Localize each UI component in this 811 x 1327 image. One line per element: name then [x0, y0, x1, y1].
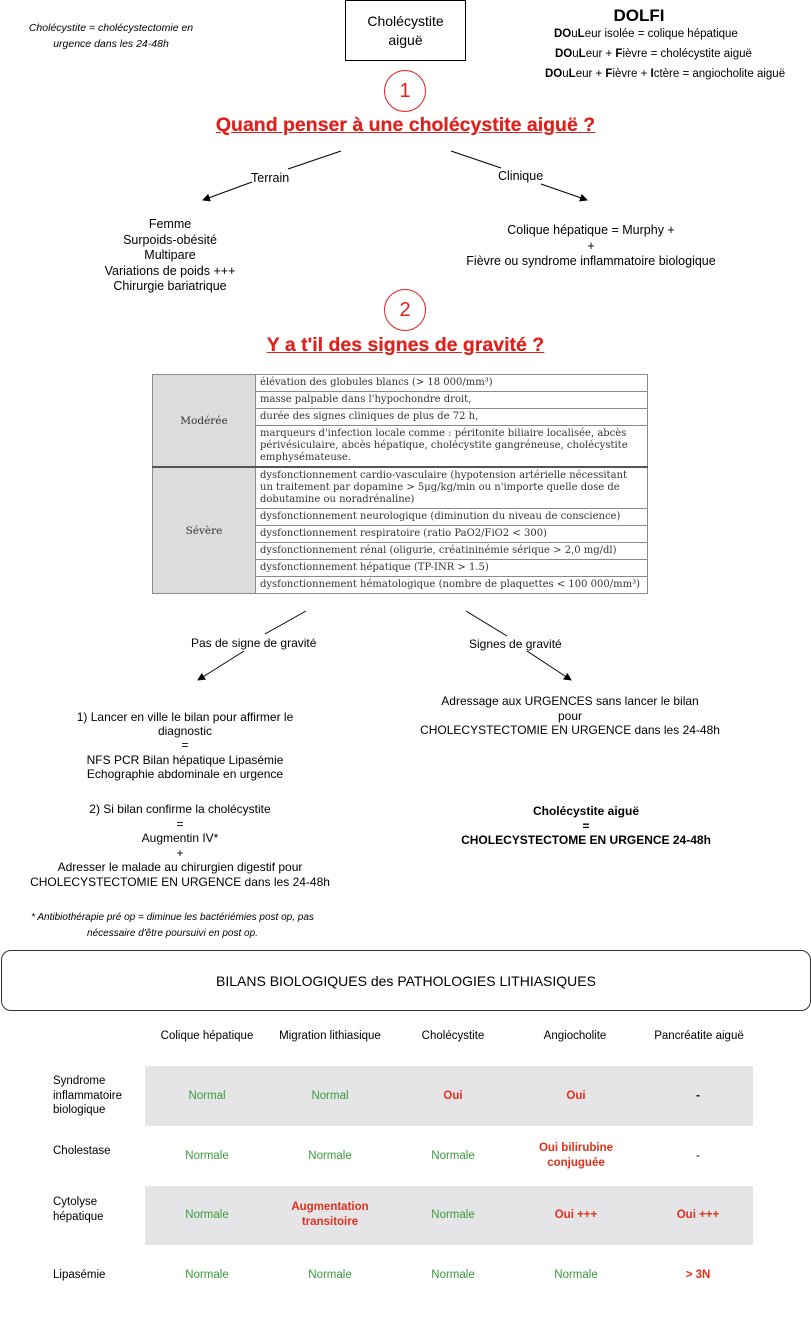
text-line: =: [181, 738, 189, 753]
no-gravity-step-2: [20, 802, 340, 889]
row-label-cholestase: Cholestase: [53, 1145, 111, 1157]
top-note: Cholécystite = cholécystectomie en urgence dans les 24-48h: [28, 22, 194, 50]
dolfi-segment: L: [568, 68, 576, 80]
arrow-nograv-upper: [265, 611, 306, 634]
dolfi-segment: eur isolée = colique hépatique: [584, 28, 738, 40]
bilan-cell: Normale: [308, 1149, 352, 1162]
dolfi-segment: u: [562, 68, 569, 80]
gravity-criterion: marqueurs d'infection locale comme : péritonite biliaire localisée, abcès périvésiculaire, abcès hépatique, cholécystite gangréneuse, cholécystite emphysémateuse.: [256, 426, 648, 468]
arrow-terrain-lower: [203, 182, 252, 200]
bilan-cell: Normale: [185, 1268, 229, 1281]
dolfi-segment: u: [572, 48, 579, 60]
gravity-criterion: élévation des globules blancs (> 18 000/mm³): [256, 375, 648, 392]
text-line: CHOLECYSTECTOMIE EN URGENCE dans les 24-48h: [420, 723, 720, 737]
text-line: Augmentin IV*: [141, 831, 219, 845]
arrow-clinique-upper: [451, 151, 501, 168]
terrain-item: Femme: [148, 217, 192, 231]
no-gravity-step-1: [40, 710, 330, 781]
terrain-item: Multipare: [144, 248, 196, 263]
dolfi-segment: L: [577, 28, 585, 40]
clinique-item: Colique hépatique = Murphy +: [507, 223, 675, 237]
step-2-circle: [384, 289, 426, 331]
clinique-label: Clinique: [498, 169, 544, 183]
clinique-list: [441, 223, 741, 270]
terrain-list: [80, 217, 260, 295]
dolfi-segment: F: [615, 48, 623, 60]
text-line: pour: [557, 708, 583, 723]
bilan-cell: Normal: [188, 1089, 226, 1102]
category-severe: Sévère: [153, 467, 256, 594]
section-2-heading: Y a t'il des signes de gravité ?: [266, 334, 545, 356]
dolfi-segment: ièvre = cholécystite aiguë: [622, 48, 752, 60]
dolfi-segment: DO: [555, 48, 573, 60]
bilan-cell: Oui bilirubine conjuguée: [538, 1142, 614, 1169]
dolfi-title: DOLFI: [613, 6, 665, 25]
bilan-cell: Normal: [311, 1089, 349, 1102]
gravity-criterion: dysfonctionnement hématologique (nombre de plaquettes < 100 000/mm³): [256, 577, 648, 594]
text-line: =: [176, 816, 184, 831]
no-gravity-label: Pas de signe de gravité: [191, 636, 317, 650]
clinique-item: +: [587, 238, 595, 253]
gravity-criterion: dysfonctionnement neurologique (diminution du niveau de conscience): [256, 509, 648, 526]
text-line: Adressage aux URGENCES sans lancer le bilan: [441, 694, 699, 708]
gravity-criterion: dysfonctionnement hépatique (TP-INR > 1.5): [256, 560, 648, 577]
text-line: Echographie abdominale en urgence: [86, 766, 284, 781]
bilan-cell: -: [696, 1089, 700, 1102]
step-1-number: 1: [399, 79, 411, 102]
column-header-migration: Migration lithiasique: [279, 1030, 381, 1042]
row-label-lipasemie: Lipasémie: [53, 1269, 106, 1281]
arrow-grav-upper: [466, 611, 507, 636]
gravity-table: [152, 374, 648, 594]
text-line: NFS PCR Bilan hépatique Lipasémie: [86, 752, 284, 767]
gravity-criterion: masse palpable dans l'hypochondre droit,: [256, 392, 648, 409]
text-line: =: [582, 818, 590, 833]
arrow-grav-lower: [527, 651, 571, 680]
terrain-item: Surpoids-obésité: [123, 232, 217, 247]
text-line: 2) Si bilan confirme la cholécystite: [89, 802, 271, 816]
row-label-syndrome: Syndrome inflammatoire biologique: [53, 1075, 123, 1116]
bilan-cell: Oui +++: [676, 1208, 720, 1221]
category-moderee: Modérée: [153, 375, 256, 468]
terrain-item: Chirurgie bariatrique: [113, 279, 227, 294]
dolfi-segment: u: [571, 28, 578, 40]
clinique-item: Fièvre ou syndrome inflammatoire biologique: [466, 254, 716, 268]
column-header-cholecystite: Cholécystite: [421, 1030, 485, 1042]
dolfi-segment: ièvre +: [612, 68, 651, 80]
dolfi-segment: F: [605, 68, 613, 80]
gravity-criterion: dysfonctionnement rénal (oligurie, créatininémie sérique > 2,0 mg/dl): [256, 543, 648, 560]
dolfi-segment: L: [578, 48, 586, 60]
antibio-footnote: * Antibiothérapie pré op = diminue les bactériémies post op, pas nécessaire d'être poursuivi en post op.: [31, 912, 314, 939]
arrow-nograv-lower: [198, 651, 244, 680]
bilan-title: BILANS BIOLOGIQUES des PATHOLOGIES LITHIASIQUES: [216, 972, 596, 989]
section-1-heading: Quand penser à une cholécystite aiguë ?: [215, 114, 596, 136]
bilan-cell: Oui: [443, 1089, 463, 1102]
step-2-number: 2: [399, 298, 411, 321]
bilan-cell: Normale: [431, 1268, 475, 1281]
bilan-cell: Oui +++: [554, 1208, 598, 1221]
arrow-clinique-lower: [541, 184, 587, 200]
dolfi-segment: eur +: [575, 68, 606, 80]
gravity-action: [405, 694, 735, 738]
bilan-cell: Normale: [431, 1208, 475, 1221]
bilan-cell: Augmentation transitoire: [291, 1201, 369, 1228]
bilan-title-box: [1, 950, 811, 1011]
column-header-angiocholite: Angiocholite: [543, 1030, 607, 1042]
dolfi-segment: DO: [545, 68, 563, 80]
text-line: CHOLECYSTECTOME EN URGENCE 24-48h: [461, 833, 711, 847]
column-header-pancreatite: Pancréatite aiguë: [654, 1030, 744, 1042]
bilan-cell: Normale: [185, 1149, 229, 1162]
gravity-criterion: dysfonctionnement cardio-vasculaire (hypotension artérielle nécessitant un traitement par dopamine > 5μg/kg/min ou n'importe quelle dose de dobutamine ou noradrénaline): [256, 467, 648, 509]
gravity-conclusion: [436, 804, 736, 848]
dolfi-segment: eur +: [585, 48, 616, 60]
bilan-cell: > 3N: [685, 1268, 711, 1281]
terrain-label: Terrain: [251, 171, 290, 185]
gravity-criterion: dysfonctionnement respiratoire (ratio PaO2/FiO2 < 300): [256, 526, 648, 543]
text-line: 1) Lancer en ville le bilan pour affirmer le: [76, 710, 294, 724]
bilan-cell: Oui: [566, 1089, 586, 1102]
bilan-cell: -: [696, 1149, 700, 1162]
column-header-colique: Colique hépatique: [160, 1030, 254, 1042]
row-label-cytolyse: Cytolyse hépatique: [53, 1196, 104, 1223]
text-line: +: [176, 845, 184, 860]
bilan-cell: Normale: [308, 1268, 352, 1281]
bilan-cell: Normale: [431, 1149, 475, 1162]
text-line: CHOLECYSTECTOMIE EN URGENCE dans les 24-48h: [30, 874, 330, 889]
bilan-cell: Normale: [554, 1268, 598, 1281]
dolfi-segment: DO: [554, 28, 572, 40]
dolfi-segment: I: [650, 68, 654, 80]
gravity-label: Signes de gravité: [469, 637, 562, 651]
arrow-terrain-upper: [288, 151, 341, 169]
text-line: Cholécystite aiguë: [532, 804, 640, 818]
bilan-cell: Normale: [185, 1208, 229, 1221]
text-line: diagnostic: [157, 724, 213, 739]
title-text: Cholécystite aiguë: [367, 12, 444, 48]
dolfi-segment: ctère = angiocholite aiguë: [653, 68, 786, 80]
terrain-item: Variations de poids +++: [104, 263, 236, 278]
gravity-criterion: durée des signes cliniques de plus de 72 h,: [256, 409, 648, 426]
text-line: Adresser le malade au chirurgien digestif pour: [57, 860, 303, 874]
